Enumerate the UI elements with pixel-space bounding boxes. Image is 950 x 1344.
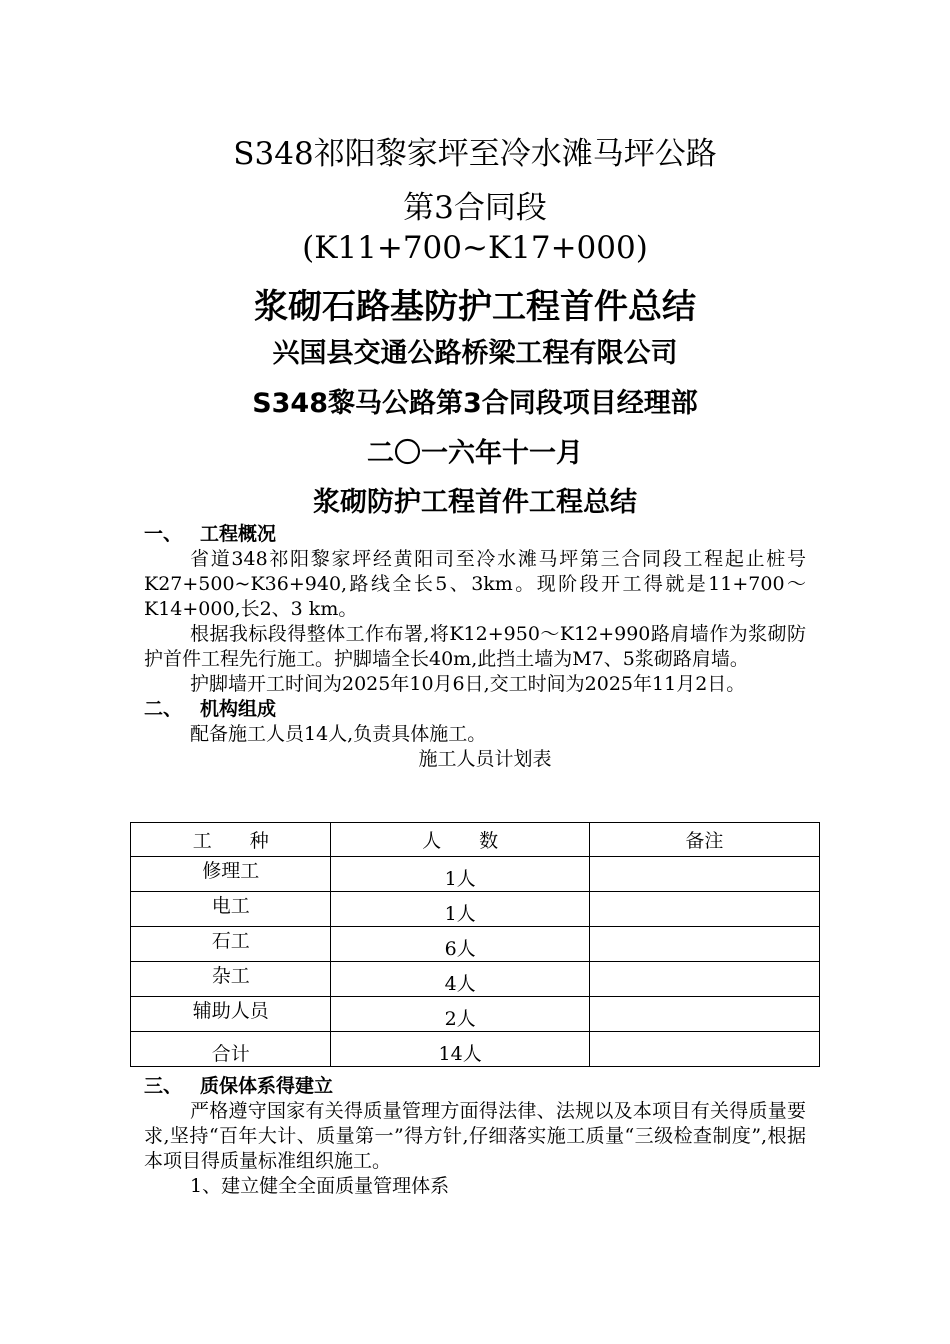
- section-number: 一、: [144, 523, 183, 545]
- section-number: 三、: [144, 1075, 183, 1097]
- table-row: [131, 857, 820, 892]
- cell-count-text: 14人: [438, 1042, 482, 1065]
- cell-count-text: 4人: [444, 972, 476, 995]
- cover-contract-section: 第3合同段: [403, 190, 547, 226]
- cell-note: [589, 962, 819, 997]
- section-title: 质保体系得建立: [200, 1075, 334, 1097]
- cell-count: [331, 927, 589, 962]
- cell-trade-text: 电工: [211, 894, 250, 917]
- section-heading-1: [144, 522, 806, 547]
- cell-trade-text: 辅助人员: [192, 999, 269, 1022]
- staff-plan-table: [130, 822, 820, 1067]
- table-row: [131, 927, 820, 962]
- cell-count: [331, 997, 589, 1032]
- cell-count: [331, 892, 589, 927]
- cell-note: [589, 892, 819, 927]
- section-title: 工程概况: [200, 523, 277, 545]
- cell-trade: [131, 892, 331, 927]
- cover-date: 二〇一六年十一月: [367, 438, 583, 469]
- cell-note: [589, 927, 819, 962]
- table-caption: 施工人员计划表: [418, 748, 552, 770]
- cell-count: [331, 962, 589, 997]
- paragraph-schedule: 护脚墙开工时间为2025年10月6日,交工时间为2025年11月2日。: [190, 673, 746, 695]
- cell-trade: [131, 857, 331, 892]
- cell-count-text: 1人: [444, 867, 476, 890]
- section-title: 机构组成: [200, 698, 277, 720]
- cell-trade-text: 修理工: [202, 859, 260, 882]
- paragraph-layout: 根据我标段得整体工作布署,将K12+950～K12+990路肩墙作为浆砌防护首件工程先行施工。护脚墙全长40m,此挡土墙为M7、5浆砌路肩墙。: [144, 623, 806, 670]
- table-row: [131, 997, 820, 1032]
- cell-trade-text: 石工: [211, 929, 250, 952]
- table-row: [131, 892, 820, 927]
- table-row: [131, 962, 820, 997]
- header-trade: 工 种: [131, 823, 331, 857]
- paragraph-overview: 省道348祁阳黎家坪经黄阳司至冷水滩马坪第三合同段工程起止桩号K27+500~K36+940,路线全长5、3km。现阶段开工得就是11+700～K14+000,长2、3 km。: [144, 548, 806, 620]
- table-row-total: [131, 1032, 820, 1067]
- cell-trade: [131, 927, 331, 962]
- header-remarks: 备注: [589, 823, 819, 857]
- cell-count: [331, 857, 589, 892]
- cover-chainage: (K11+700~K17+000): [302, 230, 648, 266]
- cell-count-text: 1人: [444, 902, 476, 925]
- cell-trade-text: 合计: [211, 1042, 250, 1065]
- section-number: 二、: [144, 698, 183, 720]
- cover-main-title: 浆砌石路基防护工程首件总结: [254, 287, 696, 327]
- cell-trade: [131, 997, 331, 1032]
- cell-count: [331, 1032, 589, 1067]
- cover-project-dept: S348黎马公路第3合同段项目经理部: [252, 388, 698, 419]
- section-body-3: [144, 1074, 806, 1199]
- paragraph-quality-policy: 严格遵守国家有关得质量管理方面得法律、法规以及本项目有关得质量要求,坚持“百年大计、质量第一”得方针,仔细落实施工质量“三级检查制度”,根据本项目得质量标准组织施工。: [144, 1100, 806, 1172]
- cell-trade: [131, 1032, 331, 1067]
- paragraph-staffing: 配备施工人员14人,负责具体施工。: [190, 723, 487, 745]
- doc-subtitle: 浆砌防护工程首件工程总结: [313, 487, 637, 518]
- section-body-1: [144, 522, 806, 772]
- header-count: 人 数: [331, 823, 589, 857]
- cell-count-text: 2人: [444, 1007, 476, 1030]
- cell-note: [589, 1032, 819, 1067]
- table-header-row: [131, 823, 820, 857]
- cell-trade: [131, 962, 331, 997]
- section-heading-3: [144, 1074, 806, 1099]
- cell-note: [589, 997, 819, 1032]
- cell-trade-text: 杂工: [211, 964, 250, 987]
- paragraph-quality-system: 1、建立健全全面质量管理体系: [190, 1175, 450, 1197]
- section-heading-2: [144, 697, 806, 722]
- cell-note: [589, 857, 819, 892]
- cell-count-text: 6人: [444, 937, 476, 960]
- cover-company: 兴国县交通公路桥梁工程有限公司: [272, 338, 678, 369]
- cover-road-name: S348祁阳黎家坪至冷水滩马坪公路: [233, 136, 717, 172]
